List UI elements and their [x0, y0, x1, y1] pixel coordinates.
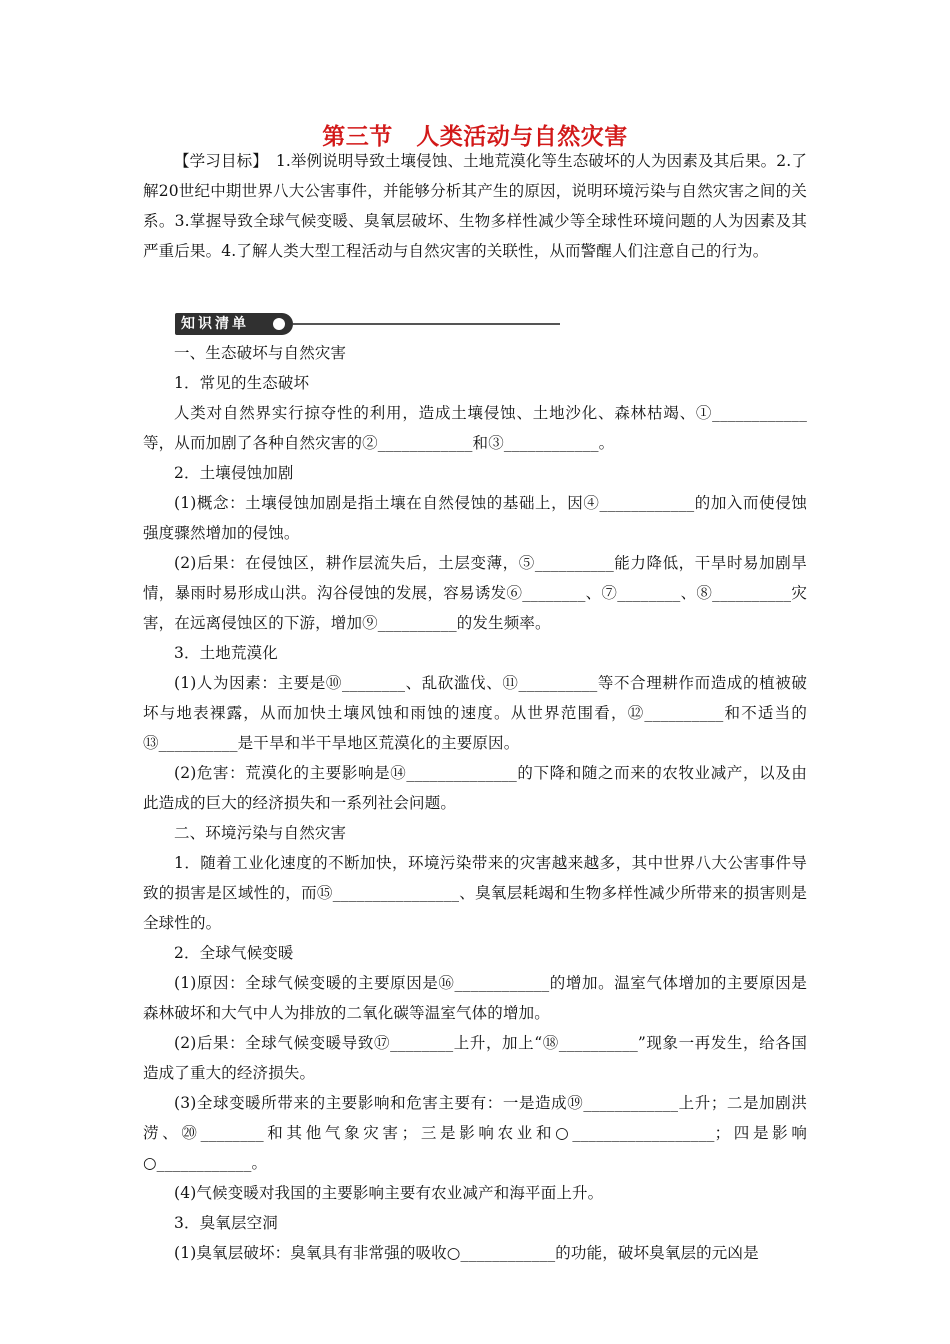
subsection-heading: 2．全球气候变暖: [174, 944, 294, 962]
page-title: 第三节 人类活动与自然灾害: [322, 124, 628, 150]
learning-goals-text: 【学习目标】 1.举例说明导致土壤侵蚀、土地荒漠化等生态破坏的人为因素及其后果。2.了解20世纪中期世界八大公害事件，并能够分析其产生的原因，说明环境污染与自然灾害之间的关系。3.掌握导致全球气候变暖、臭氧层破坏、生物多样性减少等全球性环境问题的人为因素及其严重后果。4.了解人类大型工程活动与自然灾害的关联性，从而警醒人们注意自己的行为。: [143, 152, 807, 260]
subsection-heading: 1．常见的生态破坏: [174, 374, 310, 392]
paragraph: (2)后果：在侵蚀区，耕作层流失后，土层变薄，⑤__________能力降低，干旱时易加剧旱情，暴雨时易形成山洪。沟谷侵蚀的发展，容易诱发⑥________、⑦________、⑧__________灾害，在远离侵蚀区的下游，增加⑨__________的发生频率。: [143, 554, 807, 632]
banner-divider: [293, 323, 560, 325]
paragraph: (3)全球变暖所带来的主要影响和危害主要有：一是造成⑲____________上升；二是加剧洪涝、⑳________和其他气象灾害；三是影响农业和○__________________；四是影响○____________。: [143, 1094, 807, 1172]
section-heading: 二、环境污染与自然灾害: [174, 824, 347, 842]
paragraph: (1)原因：全球气候变暖的主要原因是⑯____________的增加。温室气体增加的主要原因是森林破坏和大气中人为排放的二氧化碳等温室气体的增加。: [143, 974, 807, 1022]
learning-goals: [143, 146, 807, 266]
paragraph: (1)臭氧层破坏：臭氧具有非常强的吸收○____________的功能，破坏臭氧层的元凶是: [174, 1244, 759, 1262]
paragraph: (2)危害：荒漠化的主要影响是⑭______________的下降和随之而来的农牧业减产，以及由此造成的巨大的经济损失和一系列社会问题。: [143, 764, 807, 812]
knowledge-content: [143, 338, 807, 1268]
section-heading: 一、生态破坏与自然灾害: [174, 344, 347, 362]
paragraph: (1)概念：土壤侵蚀加剧是指土壤在自然侵蚀的基础上，因④____________的加入而使侵蚀强度骤然增加的侵蚀。: [143, 494, 807, 542]
subsection-heading: 2．土壤侵蚀加剧: [174, 464, 294, 482]
paragraph: (2)后果：全球气候变暖导致⑰________上升，加上“⑱__________”现象一再发生，给各国造成了重大的经济损失。: [143, 1034, 807, 1082]
subsection-heading: 3．臭氧层空洞: [174, 1214, 278, 1232]
paragraph: (4)气候变暖对我国的主要影响主要有农业减产和海平面上升。: [174, 1184, 604, 1202]
paragraph: 1．随着工业化速度的不断加快，环境污染带来的灾害越来越多，其中世界八大公害事件导致的损害是区域性的，而⑮________________、臭氧层耗竭和生物多样性减少所带来的损害则是全球性的。: [143, 854, 807, 932]
paragraph: 人类对自然界实行掠夺性的利用，造成土壤侵蚀、土地沙化、森林枯竭、①____________等，从而加剧了各种自然灾害的②____________和③____________。: [143, 404, 807, 452]
bullet-dot-icon: [273, 318, 285, 330]
subsection-heading: 3．土地荒漠化: [174, 644, 278, 662]
knowledge-list-banner: [175, 313, 560, 335]
knowledge-list-badge: [175, 313, 293, 335]
paragraph: (1)人为因素：主要是⑩________、乱砍滥伐、⑪__________等不合理耕作而造成的植被破坏与地表裸露，从而加快土壤风蚀和雨蚀的速度。从世界范围看，⑫__________和不适当的⑬__________是干旱和半干旱地区荒漠化的主要原因。: [143, 674, 807, 752]
knowledge-list-label: 知识清单: [181, 316, 249, 332]
